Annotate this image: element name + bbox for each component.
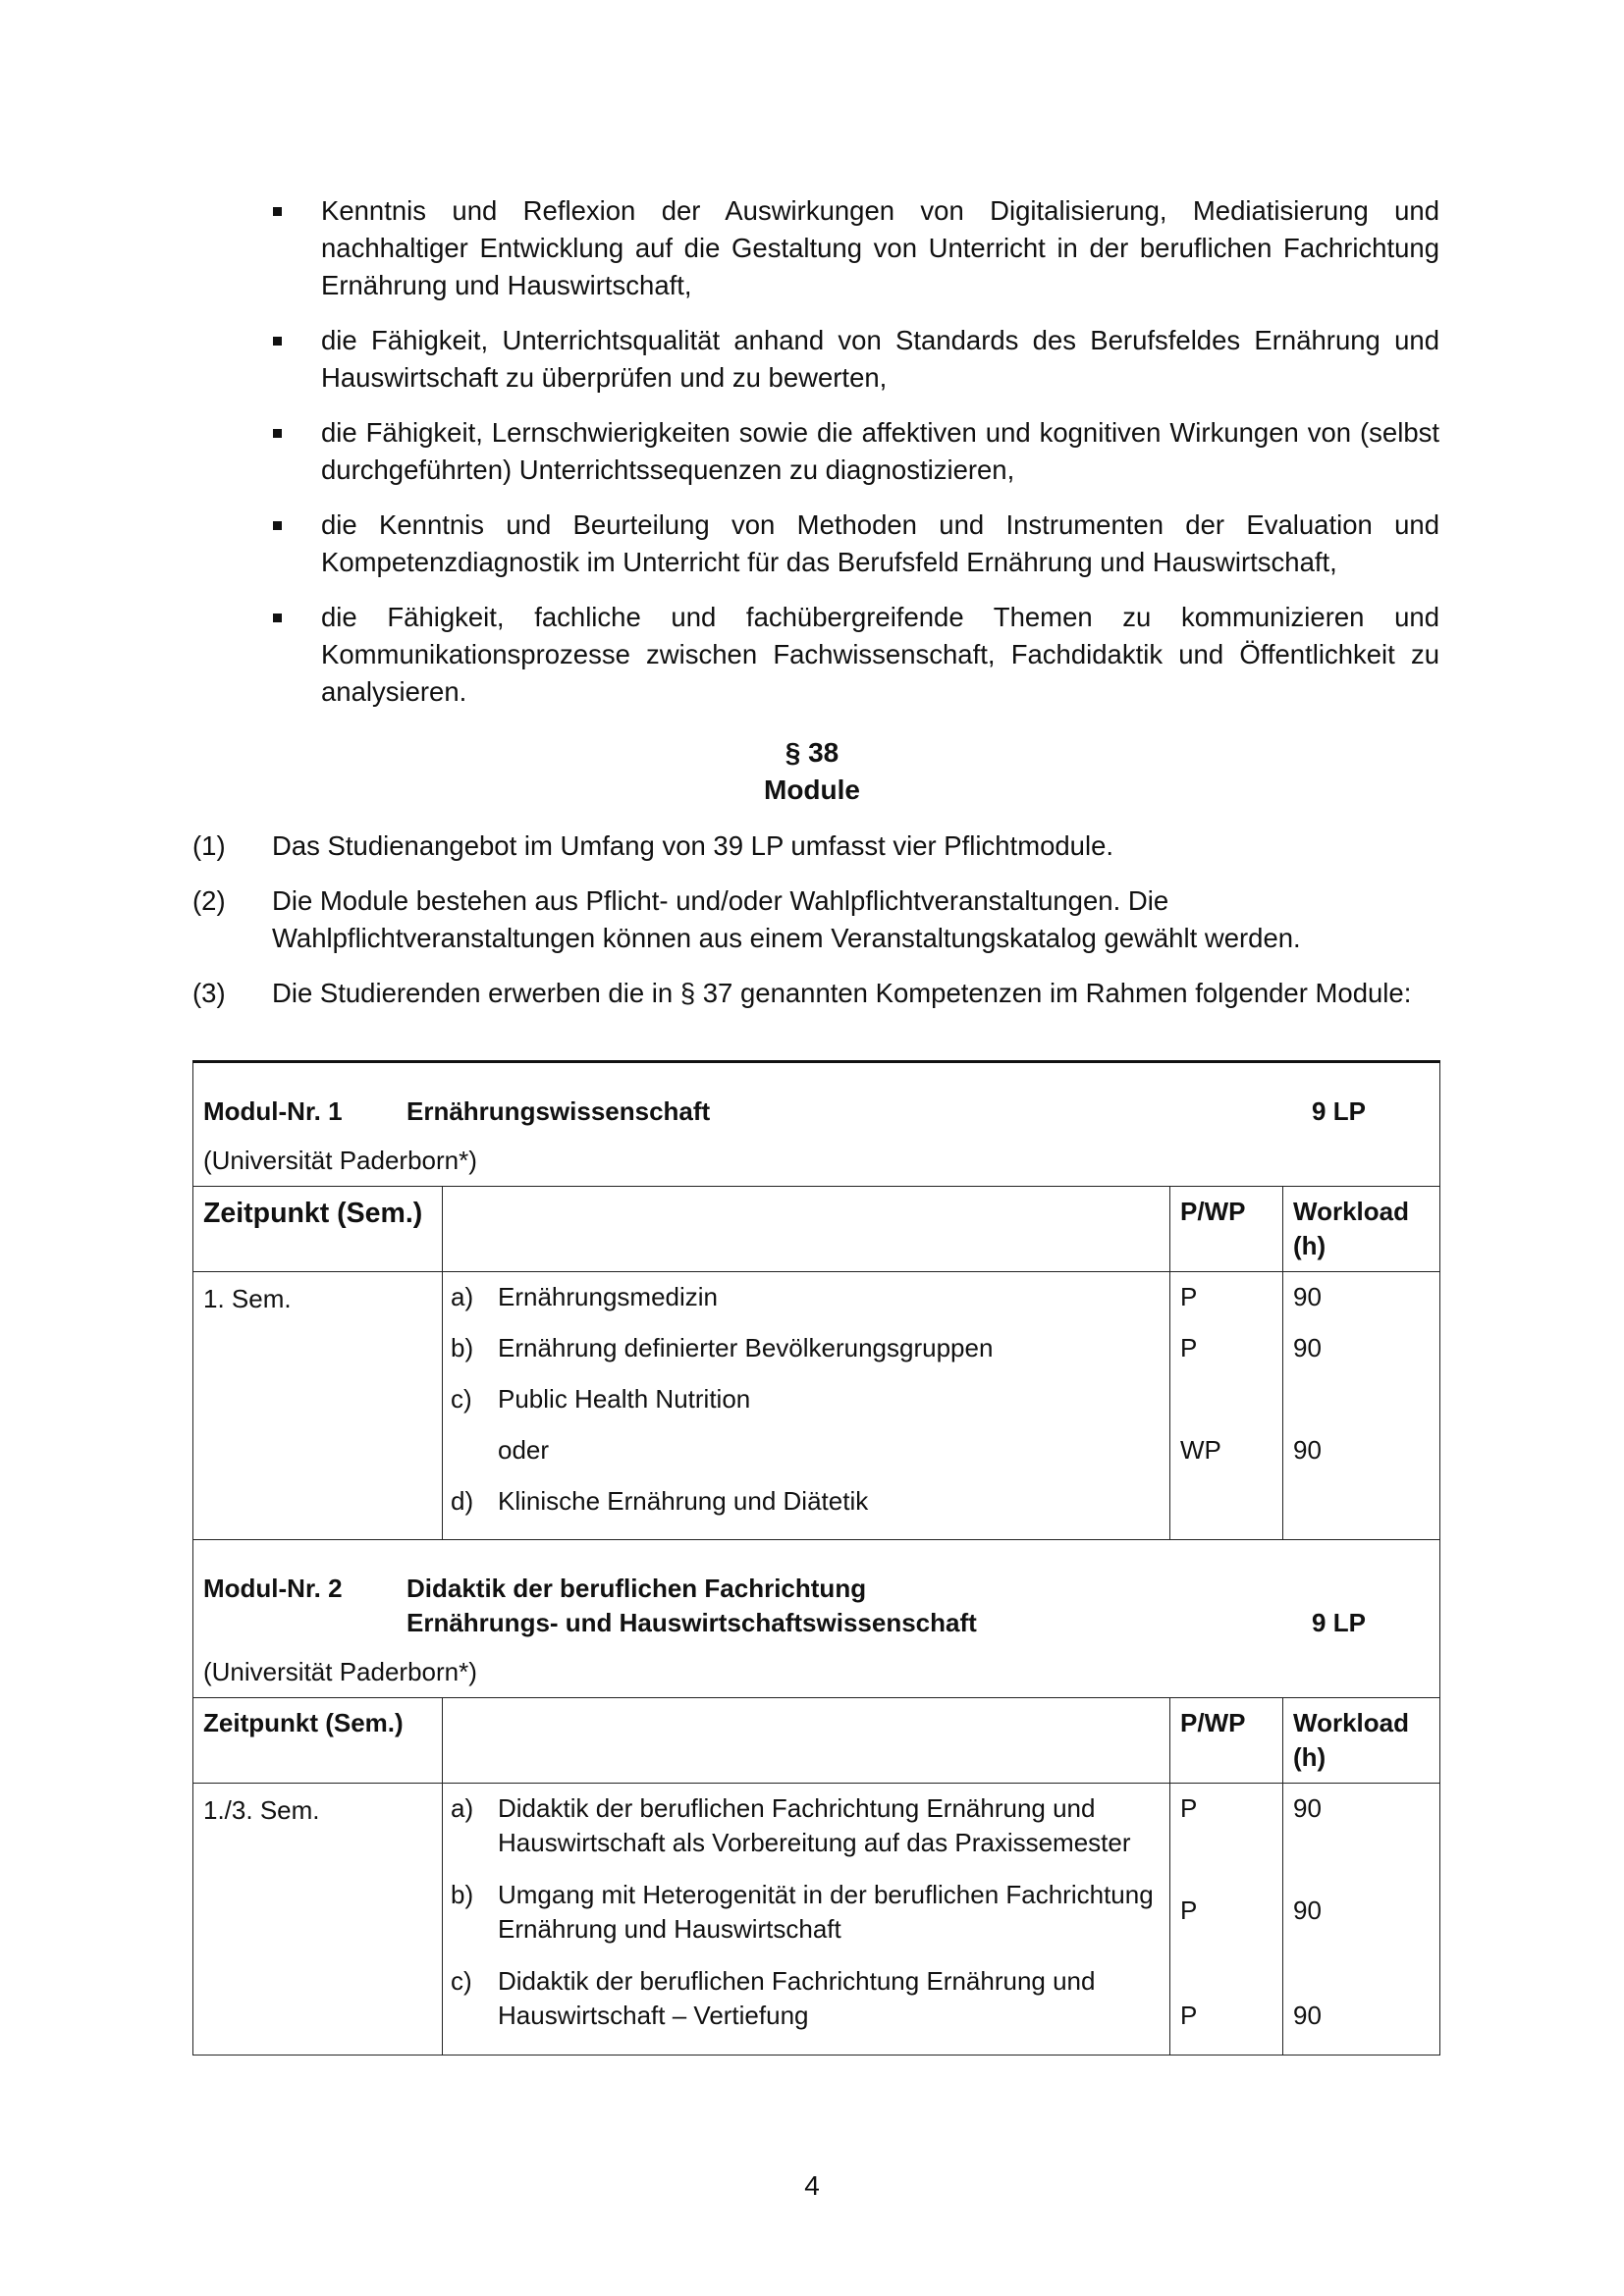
pwp-list [1170,1272,1283,1540]
workload-value [1293,1484,1430,1535]
module-credits: 9 LP [1312,1096,1366,1126]
col-course-blank [443,1187,1170,1272]
course-item [451,1433,1162,1484]
bullet-text: Kenntnis und Reflexion der Auswirkungen von Digitalisierung, Mediatisierung und nachhaltiger Entwicklung auf die Gestaltung von Unterricht in der beruflichen Fachrichtung Ernährung und Hauswirtschaft, [321,195,1439,300]
module-title: Didaktik der beruflichen Fachrichtung [406,1574,867,1603]
paragraph-text: Die Studierenden erwerben die in § 37 genannten Kompetenzen im Rahmen folgender Module: [272,978,1412,1008]
course-item [451,1878,1162,1964]
bullet-text: die Kenntnis und Beurteilung von Methoden und Instrumenten der Evaluation und Kompetenzdiagnostik im Unterricht für das Berufsfeld Ernährung und Hauswirtschaft, [321,509,1439,577]
course-item [451,1382,1162,1433]
col-pwp: P/WP [1170,1187,1283,1272]
paragraph [192,975,1439,1012]
workload-value: 90 [1293,1282,1322,1311]
paragraph-text: Die Module bestehen aus Pflicht- und/oder Wahlpflichtveranstaltungen. Die Wahlpflichtveranstaltungen können aus einem Veranstaltungskatalog gewählt werden. [272,885,1301,953]
square-bullet-icon [273,614,282,622]
col-pwp: P/WP [1170,1698,1283,1784]
course-text: Didaktik der beruflichen Fachrichtung Ernährung und Hauswirtschaft als Vorbereitung auf das Praxissemester [498,1793,1131,1857]
course-letter: a) [451,1793,474,1823]
paragraph [192,882,1439,957]
section-number: § 38 [785,737,839,768]
col-zeitpunkt: Zeitpunkt (Sem.) [193,1698,443,1784]
pwp-value [1180,1484,1272,1535]
course-item [451,1484,1162,1535]
course-letter: c) [451,1966,472,1996]
bullet-text: die Fähigkeit, Lernschwierigkeiten sowie die affektiven und kognitiven Wirkungen von (selbst durchgeführten) Unterrichtssequenzen zu diagnostizieren, [321,417,1439,485]
pwp-list [1170,1784,1283,2056]
square-bullet-icon [273,207,282,216]
square-bullet-icon [273,521,282,530]
pwp-value: P [1180,1896,1198,1925]
workload-value: 90 [1293,1333,1322,1362]
semester-cell: 1. Sem. [193,1272,443,1540]
module-credits: 9 LP [1312,1608,1366,1637]
numbered-paragraphs [192,828,1439,1030]
bullet-item [265,414,1439,489]
pwp-value: WP [1180,1435,1221,1465]
workload-list [1283,1784,1440,2056]
course-item [451,1280,1162,1331]
module-header-row [193,1540,1440,1698]
module-header-row [193,1062,1440,1187]
bullet-text: die Fähigkeit, fachliche und fachübergreifende Themen zu kommunizieren und Kommunikationsprozesse zwischen Fachwissenschaft, Fachdidaktik und Öffentlichkeit zu analysieren. [321,602,1439,707]
course-list [443,1784,1170,2056]
col-zeitpunkt: Zeitpunkt (Sem.) [193,1187,443,1272]
course-block-row [193,1784,1440,2056]
pwp-value: P [1180,1793,1198,1823]
workload-value: 90 [1293,1793,1322,1823]
course-list [443,1272,1170,1540]
course-item [451,1791,1162,1878]
workload-value: 90 [1293,1896,1322,1925]
course-text: Public Health Nutrition [498,1384,751,1414]
paragraph [192,828,1439,865]
competence-bullet-list [265,192,1439,728]
pwp-value: P [1180,1333,1198,1362]
col-workload: Workload (h) [1283,1187,1440,1272]
course-letter: b) [451,1333,474,1362]
col-workload: Workload (h) [1283,1698,1440,1784]
module-header [193,1062,1440,1187]
col-course-blank [443,1698,1170,1784]
module-university: (Universität Paderborn*) [203,1657,477,1686]
course-text: Klinische Ernährung und Diätetik [498,1486,869,1516]
bullet-text: die Fähigkeit, Unterrichtsqualität anhand von Standards des Berufsfeldes Ernährung und Hauswirtschaft zu überprüfen und zu bewerten, [321,325,1439,393]
section-title: Module [764,774,860,805]
course-letter: d) [451,1486,474,1516]
column-header-row [193,1698,1440,1784]
course-text: Ernährungsmedizin [498,1282,719,1311]
module-title: Ernährungswissenschaft [406,1096,711,1126]
module-table [192,1060,1440,2056]
course-text: Didaktik der beruflichen Fachrichtung Ernährung und Hauswirtschaft – Vertiefung [498,1966,1096,2030]
paragraph-number: (2) [192,885,226,916]
course-text: Ernährung definierter Bevölkerungsgruppen [498,1333,994,1362]
module-header [193,1540,1440,1698]
bullet-item [265,599,1439,711]
course-text: Umgang mit Heterogenität in der beruflichen Fachrichtung Ernährung und Hauswirtschaft [498,1880,1154,1944]
course-letter [451,1433,498,1484]
square-bullet-icon [273,429,282,438]
course-letter: a) [451,1282,474,1311]
workload-value: 90 [1293,2001,1322,2030]
module-title-line2: Ernährungs- und Hauswirtschaftswissenschaft [406,1608,977,1637]
bullet-item [265,192,1439,304]
course-block-row [193,1272,1440,1540]
paragraph-number: (3) [192,978,226,1008]
course-item [451,1331,1162,1382]
module-university: (Universität Paderborn*) [203,1146,477,1175]
module-number: Modul-Nr. 1 [203,1096,343,1126]
pwp-value: P [1180,1282,1198,1311]
course-text: oder [498,1435,550,1465]
page-number: 4 [804,2170,820,2201]
paragraph-number: (1) [192,830,226,861]
pwp-value [1180,1382,1272,1433]
semester-cell: 1./3. Sem. [193,1784,443,2056]
column-header-row [193,1187,1440,1272]
course-letter: c) [451,1384,472,1414]
module-credits-spacer [1312,1572,1430,1606]
workload-value [1293,1382,1430,1433]
workload-value: 90 [1293,1435,1322,1465]
module-number-spacer [203,1606,406,1640]
square-bullet-icon [273,337,282,346]
workload-list [1283,1272,1440,1540]
course-letter: b) [451,1880,474,1909]
bullet-item [265,507,1439,581]
course-item [451,1964,1162,2051]
module-number: Modul-Nr. 2 [203,1574,343,1603]
bullet-item [265,322,1439,397]
pwp-value: P [1180,2001,1198,2030]
paragraph-text: Das Studienangebot im Umfang von 39 LP umfasst vier Pflichtmodule. [272,830,1114,861]
